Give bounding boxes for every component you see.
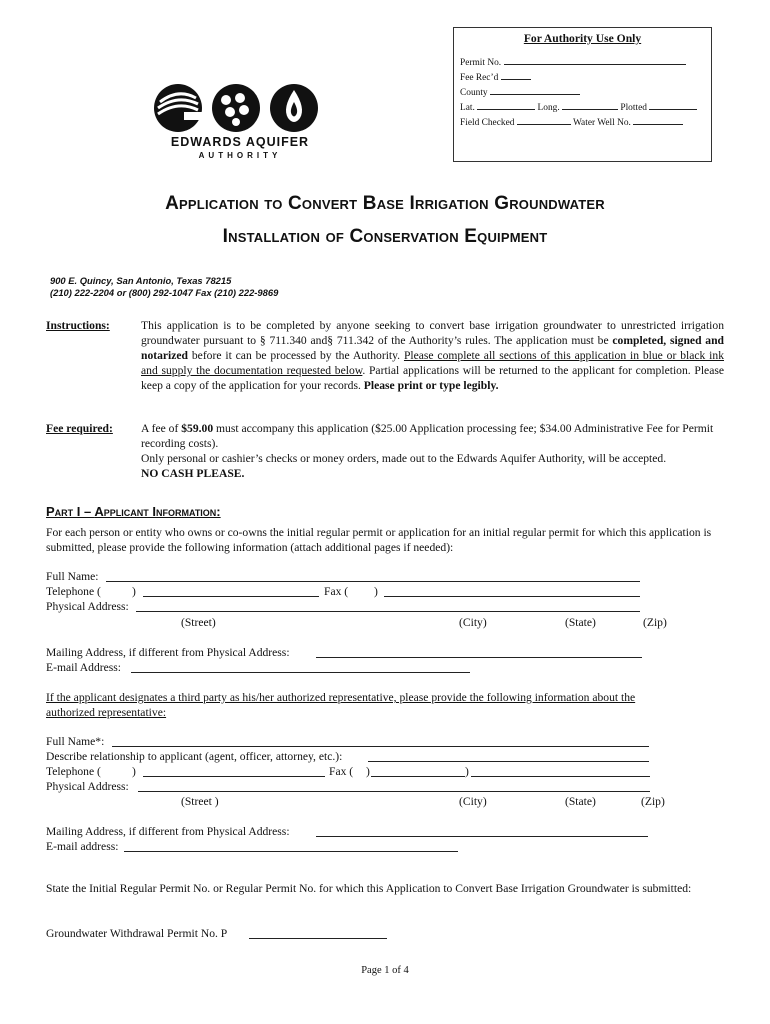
email-label: E-mail Address: — [46, 661, 122, 674]
instructions-text: This application is to be completed by anyone seeking to convert base irrigation groundwater to unrestricted irrigation groundwater pursuant to § 711.340 and§ 711.342 of the Authority’s rules. The application must be completed, signed and notarized before it can be processed by the Authority. Please complete all sections of this application in blue or black ink and supply the documentation requested below. Partial applications will be returned to the applicant for completion. Please keep a copy of the application for your records. Please print or type legibly. — [141, 319, 724, 392]
field-checked-field[interactable]: Field Checked Water Well No. — [460, 114, 711, 129]
rep-email-input[interactable] — [124, 851, 458, 852]
part-1-heading: Part I – Applicant Information: — [46, 504, 221, 519]
rep-mailing-address-input[interactable] — [316, 836, 648, 837]
full-name-input[interactable] — [106, 581, 640, 582]
rep-fax-input[interactable] — [471, 776, 650, 777]
rep-fax-label: Fax ( — [329, 765, 354, 778]
rep-physical-address-input[interactable] — [138, 791, 650, 792]
permit-no-field[interactable]: Permit No. — [460, 54, 711, 69]
eaa-logo — [150, 80, 330, 162]
authority-box-title: For Authority Use Only — [523, 32, 642, 45]
mailing-address-label: Mailing Address, if different from Physical Address: — [46, 646, 290, 659]
rep-telephone-input[interactable] — [143, 776, 325, 777]
page-number: Page 1 of 4 — [361, 965, 409, 976]
rep-mailing-address-label: Mailing Address, if different from Physical Address: — [46, 825, 290, 838]
instructions-label: Instructions: — [46, 319, 110, 332]
physical-address-input[interactable] — [136, 611, 640, 612]
lat-long-plotted-field[interactable]: Lat. Long. Plotted — [460, 99, 711, 114]
county-field[interactable]: County — [460, 84, 711, 99]
telephone-input[interactable] — [143, 596, 319, 597]
fee-label: Fee required: — [46, 422, 113, 435]
physical-address-label: Physical Address: — [46, 600, 129, 613]
gw-permit-input[interactable] — [249, 938, 387, 939]
rep-full-name-label: Full Name*: — [46, 735, 105, 748]
authority-use-box — [453, 27, 712, 162]
relationship-label: Describe relationship to applicant (agent, officer, attorney, etc.): — [46, 750, 343, 763]
email-input[interactable] — [131, 672, 470, 673]
rep-physical-address-label: Physical Address: — [46, 780, 129, 793]
mailing-address-input[interactable] — [316, 657, 642, 658]
telephone-label: Telephone ( — [46, 585, 101, 598]
fee-recd-field[interactable]: Fee Rec’d — [460, 69, 711, 84]
permit-statement: State the Initial Regular Permit No. or Regular Permit No. for which this Application to Convert Base Irrigation Groundwater is submitted: — [46, 882, 692, 895]
gw-permit-label: Groundwater Withdrawal Permit No. P — [46, 927, 228, 940]
fax-label: Fax ( — [324, 585, 349, 598]
representative-intro: If the applicant designates a third party as his/her authorized representative, please provide the following information about the authorized representative: — [46, 691, 636, 719]
full-name-label: Full Name: — [46, 570, 99, 583]
rep-email-label: E-mail address: — [46, 840, 119, 853]
rep-telephone-label: Telephone ( — [46, 765, 101, 778]
part-1-intro: For each person or entity who owns or co-owns the initial regular permit or application for an initial regular permit for which this application is submitted, please provide the following information (attach additional pages if needed): — [46, 526, 712, 554]
rep-fax-area-input[interactable] — [371, 776, 465, 777]
fax-input[interactable] — [384, 596, 640, 597]
logo-name: EDWARDS AQUIFER — [170, 135, 310, 149]
relationship-input[interactable] — [368, 761, 649, 762]
fee-text: A fee of $59.00 must accompany this application ($25.00 Application processing fee; $34.00 Administrative Fee for Permit recording costs). Only personal or cashier’s checks or money orders, made out to the Edwards Aquifer Authority, will be accepted. NO CASH PLEASE. — [141, 422, 714, 480]
authority-address: 900 E. Quincy, San Antonio, Texas 78215 (210) 222-2204 or (800) 292-1047 Fax (210) 222-9869 — [50, 275, 279, 298]
rep-full-name-input[interactable] — [112, 746, 649, 747]
title-line-1: Application to Convert Base Irrigation Groundwater — [165, 193, 605, 214]
title-line-2: Installation of Conservation Equipment — [222, 226, 548, 247]
logo-sub: AUTHORITY — [198, 151, 282, 160]
